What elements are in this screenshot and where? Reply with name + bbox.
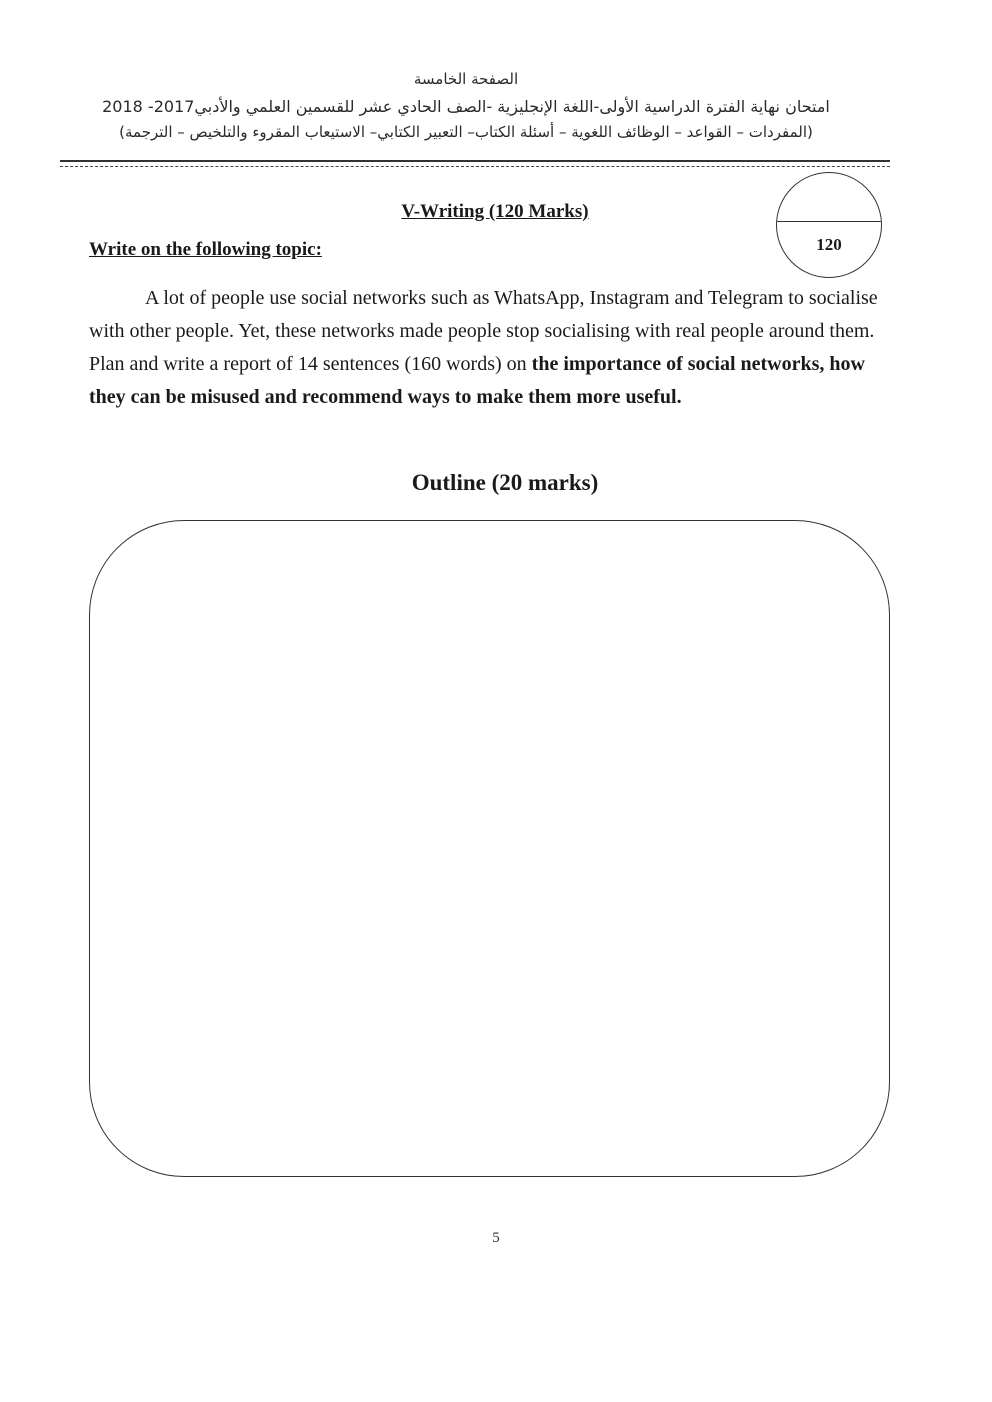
prompt-task — [89, 348, 889, 414]
outline-answer-box[interactable] — [89, 520, 890, 1177]
outline-title: Outline (20 marks) — [411, 470, 599, 495]
exam-title: امتحان نهاية الفترة الدراسية الأولى-اللغة الإنجليزية -الصف الحادي عشر للقسمين العلمي والأدبي2017- 2018 — [102, 97, 830, 116]
prompt-paragraph: A lot of people use social networks such as WhatsApp, Instagram and Telegram to socialise with other people. Yet, these networks made people stop socialising with real people around them. — [89, 287, 878, 342]
marks-circle-divider — [777, 221, 881, 222]
page-label: الصفحة الخامسة — [413, 70, 519, 88]
prompt-task-lead: Plan and write a report of 14 sentences (160 words) on — [89, 353, 532, 375]
section-title: V-Writing (120 Marks) — [401, 201, 589, 222]
marks-circle — [776, 172, 882, 278]
exam-sections: (المفردات – القواعد – الوظائف اللغوية – أسئلة الكتاب– التعبير الكتابي– الاستيعاب المقروء والتلخيص – الترجمة) — [119, 123, 813, 141]
header-divider — [60, 160, 890, 162]
topic-instruction: Write on the following topic: — [89, 239, 322, 260]
marks-total: 120 — [816, 235, 842, 254]
writing-prompt — [89, 282, 889, 414]
prompt-task-topic: the importance of social networks, how they can be misused and recommend ways to make them more useful. — [89, 353, 865, 408]
page-number: 5 — [492, 1230, 500, 1246]
header-divider-dashed — [60, 166, 890, 167]
